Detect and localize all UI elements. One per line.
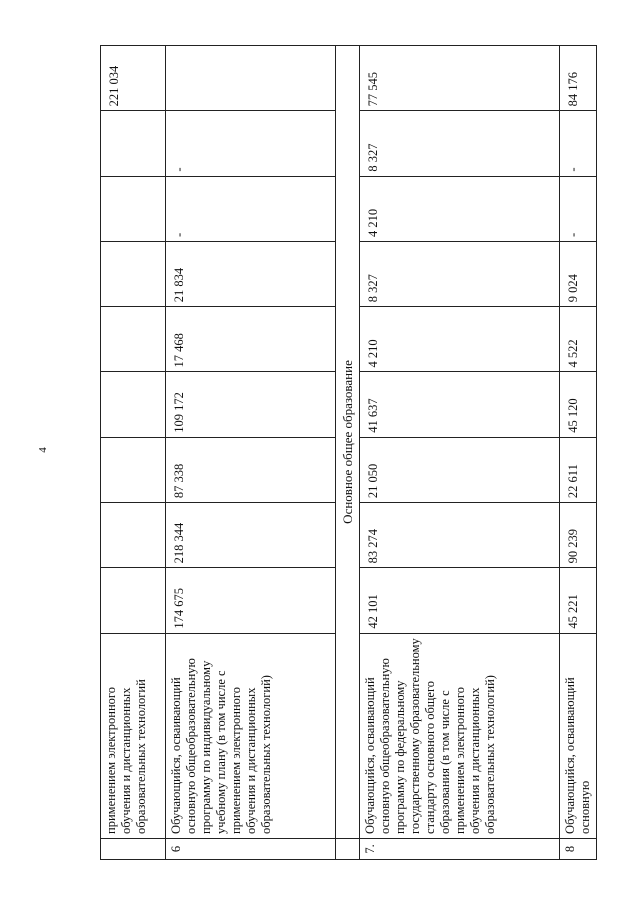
table-cell: 90 239	[560, 503, 597, 568]
table-cell: 221 034	[101, 46, 166, 111]
table-cell: 42 101	[360, 568, 560, 633]
table-row	[101, 46, 166, 860]
rotated-table-page	[100, 45, 592, 860]
section-number-cell	[336, 838, 360, 859]
table-cell	[101, 372, 166, 437]
table-cell: 8 327	[360, 241, 560, 306]
table-cell: 4 210	[360, 176, 560, 241]
row-number	[101, 838, 166, 859]
table-row	[560, 46, 597, 860]
section-row	[336, 46, 360, 860]
table-cell: 4 522	[560, 307, 597, 372]
row-number: 7.	[360, 838, 560, 859]
table-cell	[101, 503, 166, 568]
table-cell: -	[560, 176, 597, 241]
table-cell: -	[560, 111, 597, 176]
section-title: Основное общее образование	[336, 46, 360, 839]
row-number: 8	[560, 838, 597, 859]
table-row	[166, 46, 336, 860]
table-cell	[101, 437, 166, 502]
table-cell: 8 327	[360, 111, 560, 176]
table-cell	[166, 46, 336, 111]
table-cell: 9 024	[560, 241, 597, 306]
row-description: Обучающийся, осваивающий основную	[560, 633, 597, 838]
table-cell: 45 120	[560, 372, 597, 437]
row-description: Обучающийся, осваивающий основную общеобразовательную программу по федеральному государственному образовательному стандарту основного общего образования (в том числе с применением электронного обучения и дистанционных образовательных технологий)	[360, 633, 560, 838]
table-cell: 22 611	[560, 437, 597, 502]
table-row	[360, 46, 560, 860]
table-cell: 41 637	[360, 372, 560, 437]
table-cell: 83 274	[360, 503, 560, 568]
table-cell	[101, 568, 166, 633]
table-cell: -	[166, 111, 336, 176]
table-cell: 109 172	[166, 372, 336, 437]
table-cell	[101, 241, 166, 306]
table-cell: -	[166, 176, 336, 241]
table-cell: 174 675	[166, 568, 336, 633]
table-cell	[101, 111, 166, 176]
page-number: 4	[36, 447, 49, 453]
row-description: Обучающийся, осваивающий основную общеобразовательную программу по индивидуальному учебному плану (в том числе с применением электронного обучения и дистанционных образовательных технологий)	[166, 633, 336, 838]
table-cell	[101, 307, 166, 372]
table-cell: 4 210	[360, 307, 560, 372]
table-cell	[101, 176, 166, 241]
table-cell: 84 176	[560, 46, 597, 111]
table-cell: 21 050	[360, 437, 560, 502]
table-cell: 21 834	[166, 241, 336, 306]
table-cell: 45 221	[560, 568, 597, 633]
row-description: применением электронного обучения и дистанционных образовательных технологий	[101, 633, 166, 838]
table-cell: 87 338	[166, 437, 336, 502]
table-cell: 17 468	[166, 307, 336, 372]
table-cell: 218 344	[166, 503, 336, 568]
cost-table	[100, 45, 597, 860]
table-cell: 77 545	[360, 46, 560, 111]
row-number: 6	[166, 838, 336, 859]
